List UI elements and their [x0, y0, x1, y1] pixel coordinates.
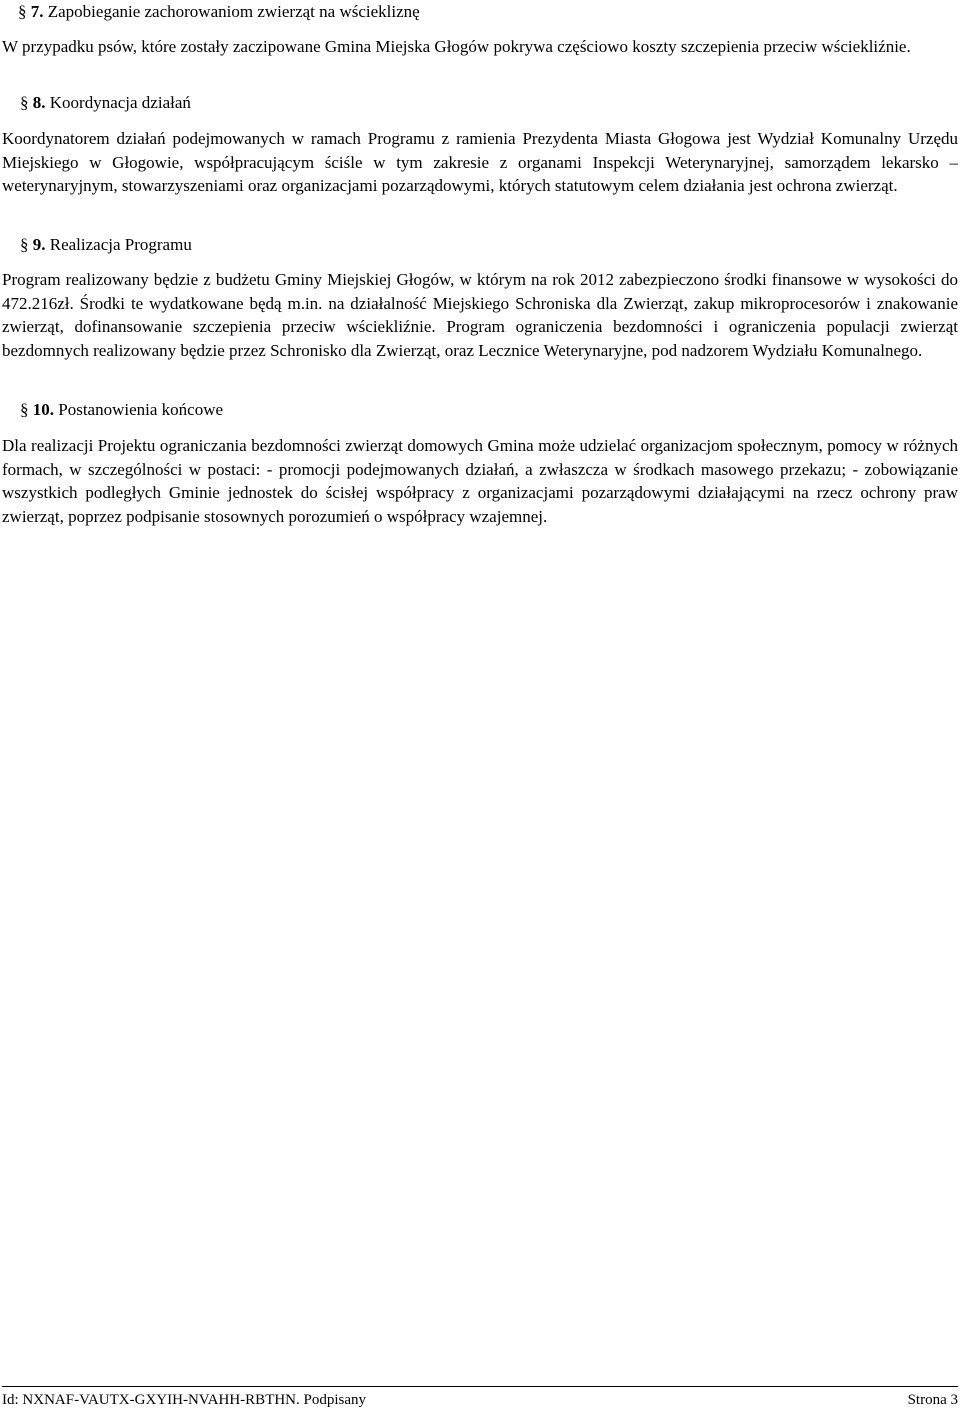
section-number: 7. [30, 2, 44, 21]
section-9-text: Program realizowany będzie z budżetu Gminy Miejskiej Głogów, w którym na rok 2012 zabezpieczono środki finansowe w wysokości do 472.216zł. Środki te wydatkowane będą m.in. na działalność Miejskiego Schroniska dla Zwierząt, zakup mikroprocesorów i znakowanie zwierząt, dofinansowanie szczepienia przeciw wściekliźnie. Program ograniczenia bezdomności i ograniczenia populacji zwierząt bezdomnych realizowany będzie przez Schronisko dla Zwierząt, oraz Lecznice Weterynaryjne, pod nadzorem Wydziału Komunalnego. [2, 270, 958, 360]
section-title: Koordynacja działań [49, 93, 191, 112]
section-sign: § [20, 400, 29, 419]
page-number: Strona 3 [907, 1392, 958, 1408]
section-number: 9. [32, 235, 46, 254]
section-sign: § [18, 2, 27, 21]
section-10-text: Dla realizacji Projektu ograniczania bezdomności zwierząt domowych Gmina może udzielać organizacjom społecznym, pomocy w różnych formach, w szczególności w postaci: - promocji podejmowanych działań, a zwłaszcza w środkach masowego przekazu; - zobowiązanie wszystkich podległych Gminie jednostek do ścisłej współpracy z organizacjami pozarządowymi działającymi na rzecz ochrony praw zwierząt, poprzez podpisanie stosownych porozumień o współpracy wzajemnej. [2, 436, 958, 526]
section-8-text: Koordynatorem działań podejmowanych w ramach Programu z ramienia Prezydenta Miasta Głogowa jest Wydział Komunalny Urzędu Miejskiego w Głogowie, współpracującym ściśle w tym zakresie z organami Inspekcji Weterynaryjnej, samorządem lekarsko – weterynaryjnym, stowarzyszeniami oraz organizacjami pozarządowymi, których statutowym celem działania jest ochrona zwierząt. [2, 129, 958, 195]
document-id: Id: NXNAF-VAUTX-GXYIH-NVAHH-RBTHN. Podpisany [2, 1392, 367, 1408]
section-9-heading [20, 233, 192, 257]
section-7-heading [18, 0, 420, 24]
section-sign: § [20, 235, 29, 254]
section-8-heading [20, 91, 191, 115]
section-sign: § [20, 93, 29, 112]
section-title: Realizacja Programu [49, 235, 192, 254]
section-title: Postanowienia końcowe [58, 400, 224, 419]
section-number: 10. [32, 400, 54, 419]
section-7-text: W przypadku psów, które zostały zaczipowane Gmina Miejska Głogów pokrywa częściowo koszty szczepienia przeciw wściekliźnie. [2, 37, 911, 56]
page-footer [2, 1386, 958, 1412]
section-number: 8. [32, 93, 46, 112]
section-title: Zapobieganie zachorowaniom zwierząt na wściekliznę [47, 2, 420, 21]
section-10-heading [20, 398, 223, 422]
